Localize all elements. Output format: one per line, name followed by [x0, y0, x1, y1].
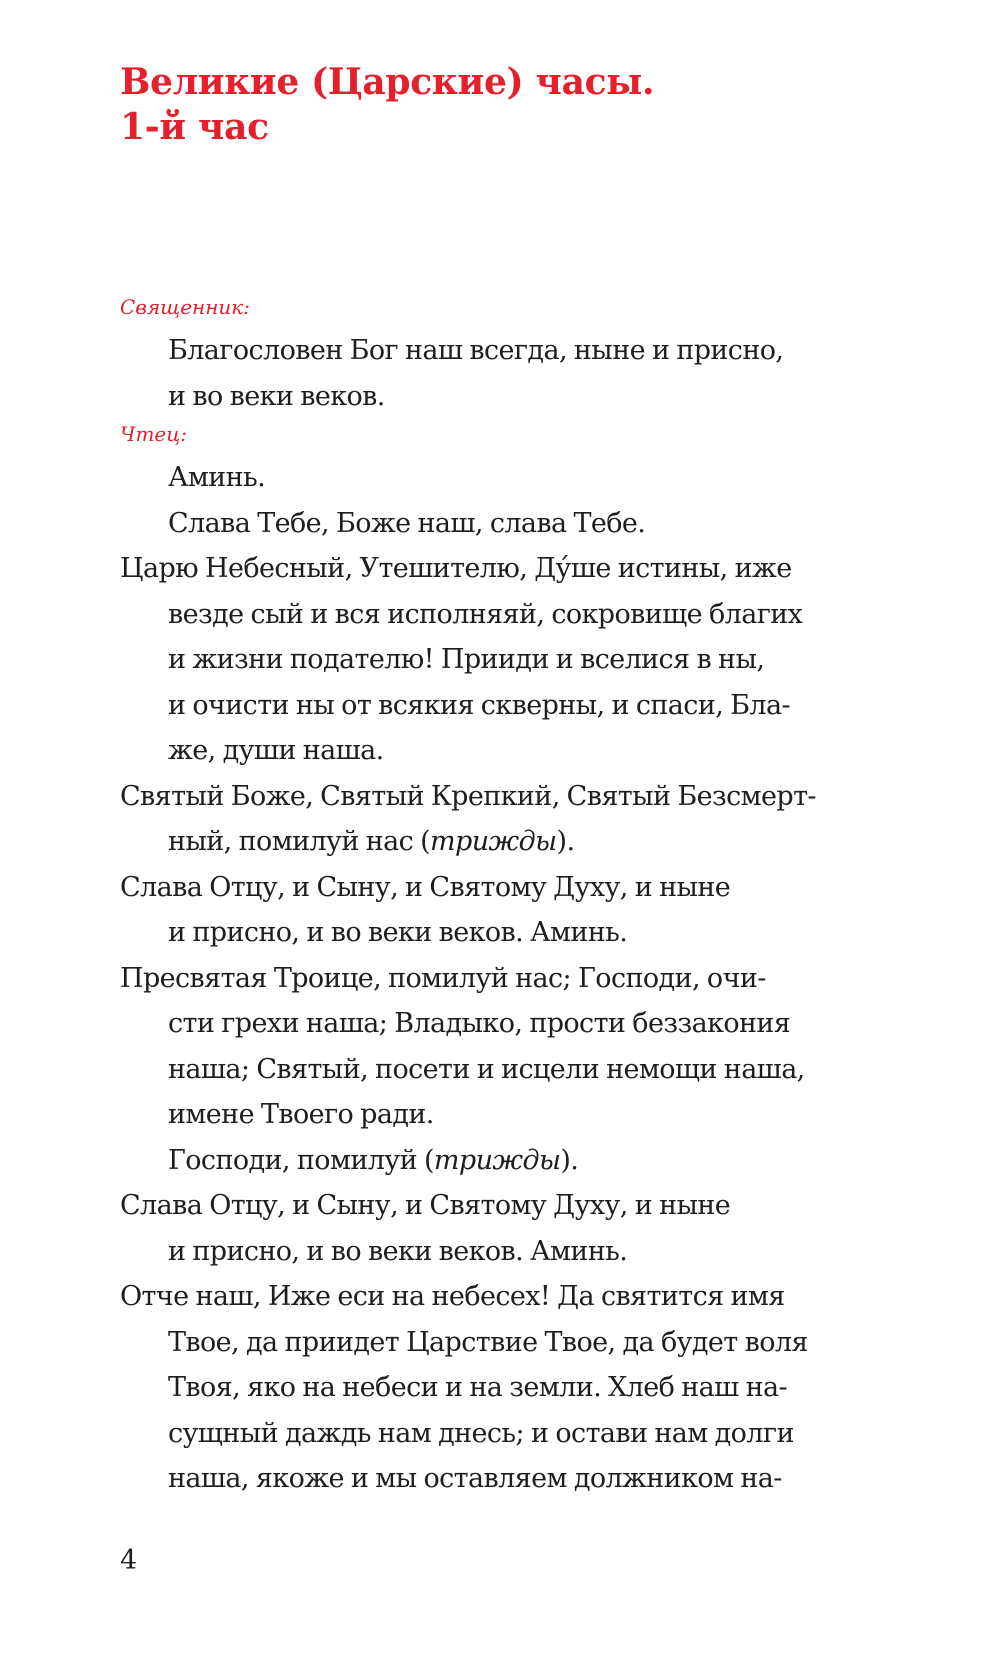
- text-line: и присно, и во веки веков. Аминь.: [168, 1235, 628, 1267]
- service-text: [120, 296, 880, 1502]
- text-line: наша, якоже и мы оставляем должником на-: [168, 1463, 782, 1494]
- text-line: сти грехи наша; Владыко, прости беззакония: [168, 1008, 791, 1039]
- title-line-1: Великие (Царские) часы.: [120, 61, 655, 103]
- text-line: Благословен Бог наш всегда, ныне и присно,: [168, 335, 784, 366]
- text-line: и присно, и во веки веков. Аминь.: [168, 917, 628, 948]
- prayer-first-line: Отче наш, Иже еси на небесех! Да святится имя: [120, 1281, 785, 1312]
- page-number: 4: [120, 1545, 138, 1576]
- text-segment: ).: [556, 826, 575, 857]
- prayer-first-line: Слава Отцу, и Сыну, и Святому Духу, и ныне: [120, 1190, 731, 1221]
- text-line: имене Твоего ради.: [168, 1099, 434, 1130]
- rubric-thrice: трижды: [433, 1144, 561, 1176]
- text-line: и очисти ны от всякия скверны, и спаси, Бла-: [168, 689, 790, 721]
- text-segment: ный, помилуй нас (: [168, 826, 431, 857]
- text-segment: ).: [560, 1144, 579, 1176]
- text-segment: Господи, помилуй (: [168, 1144, 434, 1176]
- role-label-reader: Чтец:: [120, 422, 187, 446]
- text-line: Твоя, яко на небеси и на земли. Хлеб наш на-: [168, 1372, 788, 1403]
- text-line: и жизни подателю! Прииди и вселися в ны,: [168, 644, 765, 675]
- text-line: и во веки веков.: [168, 380, 385, 412]
- text-line: Твое, да приидет Царствие Твое, да будет воля: [168, 1326, 808, 1358]
- title-line-2: 1-й час: [120, 106, 269, 148]
- text-line: Слава Тебе, Боже наш, слава Тебе.: [168, 507, 646, 539]
- prayer-first-line: Пресвятая Троице, помилуй нас; Господи, очи-: [120, 962, 766, 994]
- role-label-priest: Священник:: [120, 295, 250, 319]
- text-line: Аминь.: [168, 462, 266, 493]
- text-line: везде сый и вся исполняяй, сокровище благих: [168, 598, 803, 630]
- text-line: сущный даждь нам днесь; и остави нам долги: [168, 1417, 794, 1449]
- rubric-thrice: трижды: [430, 826, 557, 857]
- prayer-first-line: Святый Боже, Святый Крепкий, Святый Безсмерт-: [120, 780, 816, 812]
- text-line: же, души наша.: [168, 735, 384, 766]
- prayer-first-line: Слава Отцу, и Сыну, и Святому Духу, и ныне: [120, 871, 731, 903]
- text-line: наша; Святый, посети и исцели немощи наша,: [168, 1053, 805, 1085]
- page-title: [120, 60, 654, 150]
- text-line: [120, 819, 880, 865]
- prayer-first-line: Царю Небесный, Утешителю, Ду́ше истины, иже: [120, 553, 792, 584]
- text-line: [120, 1138, 880, 1184]
